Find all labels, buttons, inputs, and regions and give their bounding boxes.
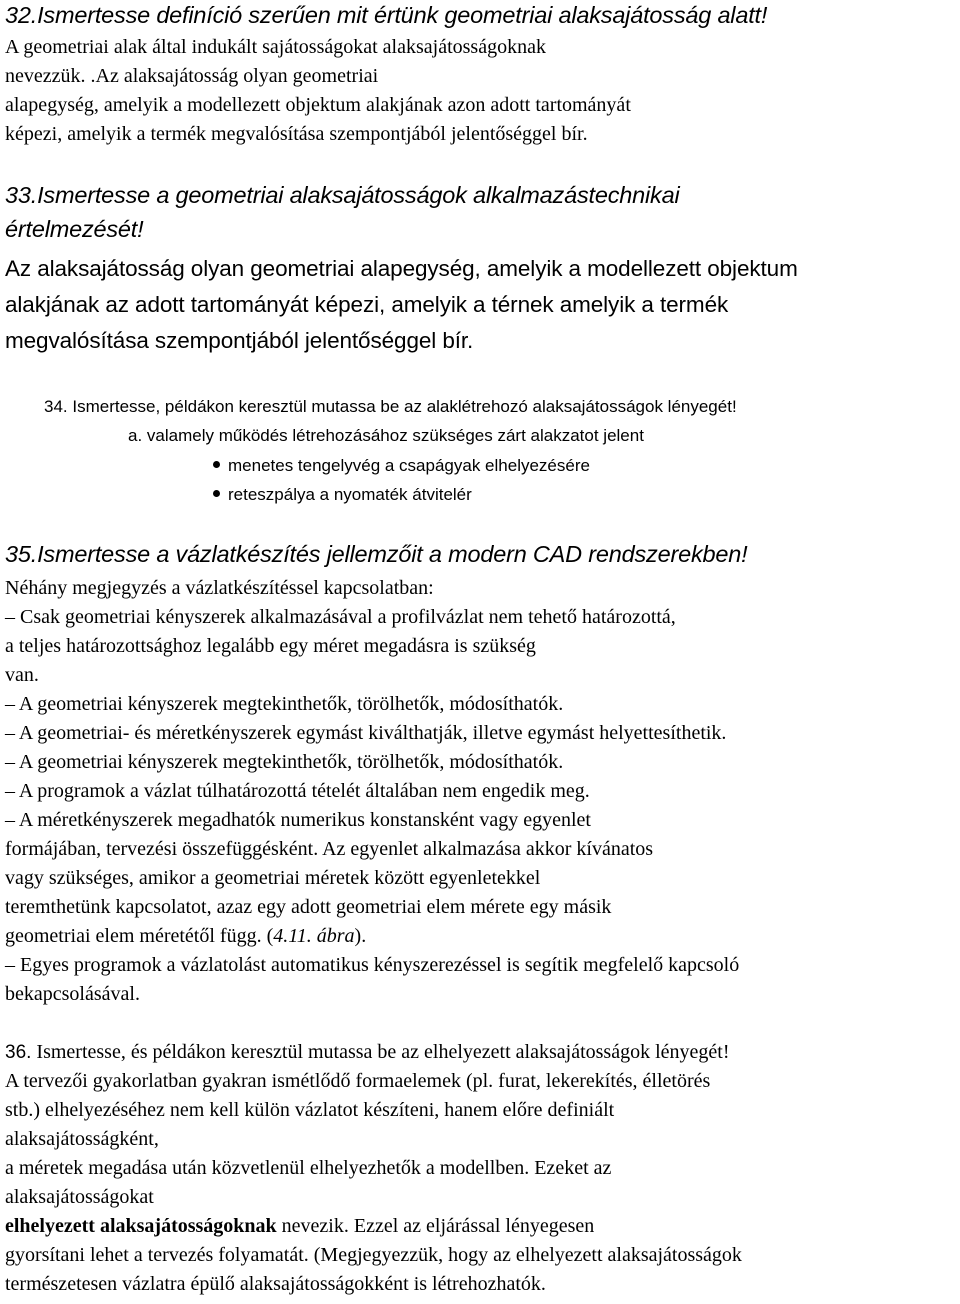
q36-bold-line-rest: nevezik. Ezzel az eljárással lényegesen [276, 1215, 595, 1237]
q33-heading-line-1: 33.Ismertesse a geometriai alaksajátosságok alkalmazástechnikai [5, 182, 680, 208]
q36-final-line-1: gyorsítani lehet a tervezés folyamatát. (Megjegyezzük, hogy az elhelyezett alaksajátosságok [5, 1244, 742, 1266]
q34-bullet-2 [213, 485, 472, 505]
q36-line-4: a méretek megadása után közvetlenül elhelyezhetők a modellben. Ezeket az [5, 1157, 612, 1179]
q36-heading [5, 1041, 729, 1064]
q36-line-2: stb.) elhelyezéséhez nem kell külön vázlatot készíteni, hanem előre definiált [5, 1099, 615, 1121]
q35-line-2: – Csak geometriai kényszerek alkalmazásával a profilvázlat nem tehető határozottá, [5, 606, 676, 628]
q35-figure-ref-line [5, 925, 366, 948]
q32-line-3: alapegység, amelyik a modellezett objektum alakjának azon adott tartományát [5, 94, 631, 116]
q36-line-5: alaksajátosságokat [5, 1186, 154, 1208]
q35-ref-post: ). [354, 925, 367, 947]
q33-line-3: megvalósítása szempontjából jelentőséggel bír. [5, 328, 474, 353]
q32-line-2: nevezzük. .Az alaksajátosság olyan geometriai [5, 65, 379, 87]
q34-heading: 34. Ismertesse, példákon keresztül mutassa be az alaklétrehozó alaksajátosságok lényegét! [44, 397, 737, 416]
q35-line-1: Néhány megjegyzés a vázlatkészítéssel kapcsolatban: [5, 577, 434, 599]
q36-final-line-2: természetesen vázlatra épülő alaksajátosságokként is létrehozhatók. [5, 1273, 546, 1295]
q35-heading: 35.Ismertesse a vázlatkészítés jellemzőit a modern CAD rendszerekben! [5, 541, 748, 567]
q35-line-12: teremthetünk kapcsolatot, azaz egy adott geometriai elem mérete egy másik [5, 896, 612, 918]
q36-line-1: A tervezői gyakorlatban gyakran ismétlődő formaelemek (pl. furat, lekerekítés, élletörés [5, 1070, 711, 1092]
q35-line-6: – A geometriai- és méretkényszerek egymást kiválthatják, illetve egymást helyettesíthetik. [5, 722, 727, 744]
q33-line-1: Az alaksajátosság olyan geometriai alapegység, amelyik a modellezett objektum [5, 256, 798, 281]
q32-heading: 32.Ismertesse definíció szerűen mit értünk geometriai alaksajátosság alatt! [5, 2, 768, 28]
figure-reference: 4.11. ábra [273, 925, 355, 947]
q33-line-2: alakjának az adott tartományát képezi, amelyik a térnek amelyik a termék [5, 292, 729, 317]
q35-line-3: a teljes határozottsághoz legalább egy méret megadásra is szükség [5, 635, 536, 657]
q36-heading-text: Ismertesse, és példákon keresztül mutassa be az elhelyezett alaksajátosságok lényegét! [31, 1041, 730, 1063]
q34-bullet-2-text: reteszpálya a nyomaték átvitelér [228, 485, 472, 504]
q36-line-3: alaksajátosságként, [5, 1128, 159, 1150]
q34-item-a: a. valamely működés létrehozásához szükséges zárt alakzatot jelent [128, 426, 644, 445]
q35-last-line-1: – Egyes programok a vázlatolást automatikus kényszerezéssel is segítik megfelelő kapcsoló [5, 954, 740, 976]
q32-line-4: képezi, amelyik a termék megvalósítása szempontjából jelentőséggel bír. [5, 123, 588, 145]
q36-bold-line [5, 1215, 594, 1238]
q36-number: 36. [5, 1042, 32, 1063]
q35-line-8: – A programok a vázlat túlhatározottá tételét általában nem engedik meg. [5, 780, 590, 802]
q35-ref-pre: geometriai elem méretétől függ. ( [5, 925, 274, 947]
bullet-dot-icon [213, 490, 220, 497]
q32-line-1: A geometriai alak által indukált sajátosságokat alaksajátosságoknak [5, 36, 546, 58]
q33-heading-line-2: értelmezését! [5, 216, 144, 242]
q35-line-4: van. [5, 664, 39, 686]
q35-line-9: – A méretkényszerek megadhatók numerikus konstansként vagy egyenlet [5, 809, 591, 831]
q35-line-10: formájában, tervezési összefüggésként. Az egyenlet alkalmazása akkor kívánatos [5, 838, 654, 860]
q35-line-7: – A geometriai kényszerek megtekinthetők, törölhetők, módosíthatók. [5, 751, 564, 773]
q34-bullet-1 [213, 456, 590, 476]
bullet-dot-icon [213, 461, 220, 468]
q34-bullet-1-text: menetes tengelyvég a csapágyak elhelyezésére [228, 456, 590, 475]
q35-last-line-2: bekapcsolásával. [5, 983, 140, 1005]
q35-line-11: vagy szükséges, amikor a geometriai méretek között egyenletekkel [5, 867, 541, 889]
q35-line-5: – A geometriai kényszerek megtekinthetők, törölhetők, módosíthatók. [5, 693, 564, 715]
q36-bold-term: elhelyezett alaksajátosságoknak [5, 1215, 277, 1237]
